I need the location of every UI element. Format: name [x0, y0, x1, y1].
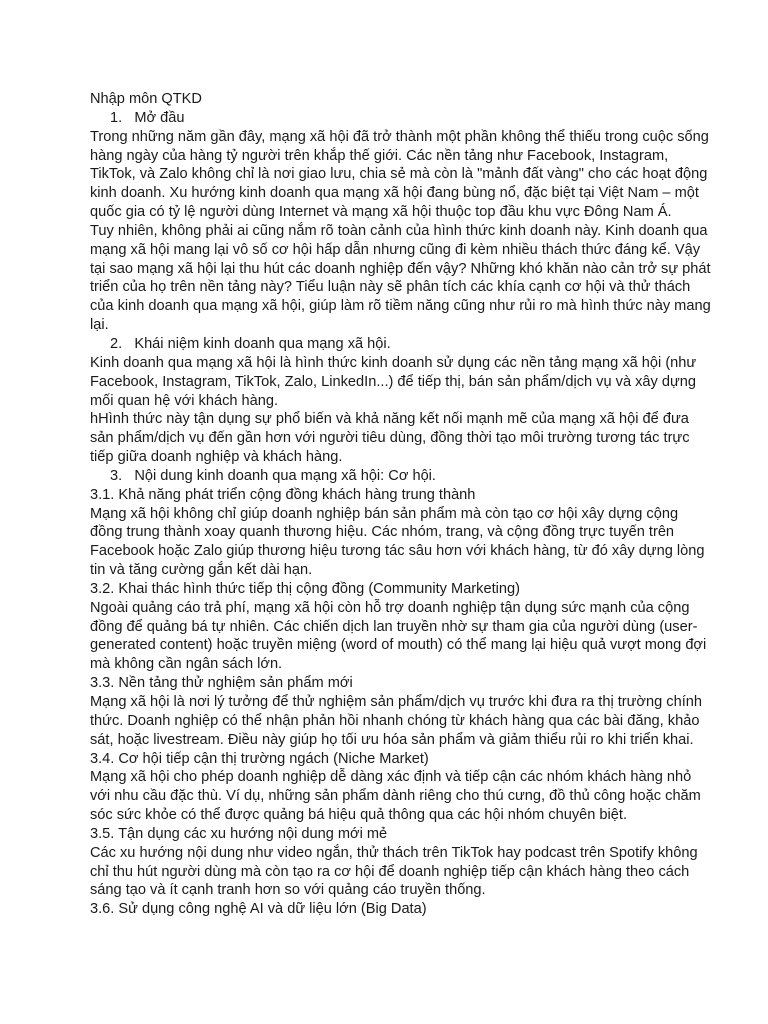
- text-line: tại sao mạng xã hội lại thu hút các doanh nghiệp đến vậy? Những khó khăn nào cản trở sự phát: [90, 260, 711, 277]
- text-line: Mạng xã hội không chỉ giúp doanh nghiệp bán sản phẩm mà còn tạo cơ hội xây dựng cộng: [90, 505, 679, 522]
- text-line: sát, hoặc livestream. Điều này giúp họ tối ưu hóa sản phẩm và giảm thiểu rủi ro khi triển khai.: [90, 731, 694, 748]
- text-line: với nhu cầu đặc thù. Ví dụ, những sản phẩm dành riêng cho thú cưng, đồ thủ công hoặc chăm: [90, 788, 701, 805]
- subsection-heading: 3.5. Tận dụng các xu hướng nội dung mới mẻ: [90, 825, 388, 842]
- text-line: Facebook, Instagram, TikTok, Zalo, LinkedIn...) để tiếp thị, bán sản phẩm/dịch vụ và xây dựng: [90, 373, 697, 390]
- text-line: hHình thức này tận dụng sự phổ biến và khả năng kết nối mạnh mẽ của mạng xã hội để đưa: [90, 411, 689, 428]
- text-line: tin và tăng cường gắn kết dài hạn.: [90, 562, 313, 579]
- text-line: sản phẩm/dịch vụ đến gần hơn với người tiêu dùng, đồng thời tạo môi trường tương tác trực: [90, 430, 690, 447]
- text-line: generated content) hoặc truyền miệng (word of mouth) có thể mang lại hiệu quả vượt mong đợi: [90, 637, 707, 654]
- text-line: quốc gia có tỷ lệ người dùng Internet và mạng xã hội thuộc top đầu khu vực Đông Nam Á.: [90, 204, 672, 221]
- text-line: sóc sức khỏe có thể được quảng bá hiệu quả thông qua các hội nhóm chuyên biệt.: [90, 807, 628, 824]
- text-line: TikTok, và Zalo không chỉ là nơi giao lưu, chia sẻ mà còn là "mảnh đất vàng" cho các hoạt động: [90, 166, 708, 183]
- text-line: của kinh doanh qua mạng xã hội, giúp làm rõ tiềm năng cũng như rủi ro mà hình thức này mang: [90, 298, 711, 315]
- text-line: kinh doanh. Xu hướng kinh doanh qua mạng xã hội đang bùng nổ, đặc biệt tại Việt Nam – một: [90, 185, 699, 202]
- text-line: Tuy nhiên, không phải ai cũng nắm rõ toàn cảnh của hình thức kinh doanh này. Kinh doanh qua: [90, 222, 708, 239]
- text-line: tiếp giữa doanh nghiệp và khách hàng.: [90, 449, 343, 466]
- document-body: [90, 90, 711, 919]
- text-line: Facebook hoặc Zalo giúp thương hiệu tương tác sâu hơn với khách hàng, từ đó xây dựng lòng: [90, 543, 705, 560]
- text-line: Ngoài quảng cáo trả phí, mạng xã hội còn hỗ trợ doanh nghiệp tận dụng sức mạnh của cộng: [90, 599, 690, 616]
- text-line: hàng ngày của hàng tỷ người trên khắp thế giới. Các nền tảng như Facebook, Instagram,: [90, 147, 669, 164]
- subsection-heading: 3.1. Khả năng phát triển cộng đồng khách hàng trung thành: [90, 486, 476, 503]
- text-line: Mạng xã hội là nơi lý tưởng để thử nghiệm sản phẩm/dịch vụ trước khi đưa ra thị trường chính: [90, 694, 702, 710]
- text-line: Kinh doanh qua mạng xã hội là hình thức kinh doanh sử dụng các nền tảng mạng xã hội (như: [90, 354, 697, 371]
- subsection-heading: 3.4. Cơ hội tiếp cận thị trường ngách (Niche Market): [90, 750, 429, 767]
- section-heading-1: 1. Mở đầu: [110, 109, 185, 126]
- text-line: thức. Doanh nghiệp có thể nhận phản hồi nhanh chóng từ khách hàng qua các bài đăng, khảo: [90, 712, 700, 729]
- section-heading-2: 2. Khái niệm kinh doanh qua mạng xã hội.: [110, 335, 391, 352]
- subsection-heading: 3.3. Nền tảng thử nghiệm sản phẩm mới: [90, 675, 353, 692]
- text-line: triển của họ trên nền tảng này? Tiểu luận này sẽ phân tích các khía cạnh cơ hội và thử thách: [90, 279, 691, 296]
- section-heading-3: 3. Nội dung kinh doanh qua mạng xã hội: Cơ hội.: [110, 467, 436, 484]
- text-line: đồng để quảng bá tự nhiên. Các chiến dịch lan truyền nhờ sự tham gia của người dùng (user-: [90, 618, 698, 635]
- text-line: Mạng xã hội cho phép doanh nghiệp dễ dàng xác định và tiếp cận các nhóm khách hàng nhỏ: [90, 769, 692, 786]
- subsection-heading: 3.2. Khai thác hình thức tiếp thị cộng đồng (Community Marketing): [90, 580, 520, 597]
- text-line: lại.: [90, 317, 109, 334]
- text-line: mà không cần ngân sách lớn.: [90, 656, 283, 673]
- text-line: Các xu hướng nội dung như video ngắn, thử thách trên TikTok hay podcast trên Spotify không: [90, 844, 698, 861]
- text-line: sáng tạo và ít cạnh tranh hơn so với quảng cáo truyền thống.: [90, 882, 486, 899]
- document-title: Nhập môn QTKD: [90, 91, 202, 107]
- subsection-heading: 3.6. Sử dụng công nghệ AI và dữ liệu lớn (Big Data): [90, 901, 427, 918]
- text-line: mối quan hệ với khách hàng.: [90, 392, 279, 409]
- text-line: mạng xã hội mang lại vô số cơ hội hấp dẫn nhưng cũng đi kèm nhiều thách thức đáng kể. Vậy: [90, 241, 700, 258]
- text-line: đồng trung thành xoay quanh thương hiệu. Các nhóm, trang, và cộng đồng trực tuyến trên: [90, 524, 675, 541]
- text-line: Trong những năm gần đây, mạng xã hội đã trở thành một phần không thể thiếu trong cuộc sống: [90, 128, 709, 145]
- text-line: chỉ thu hút người dùng mà còn tạo ra cơ hội để doanh nghiệp tiếp cận khách hàng theo cách: [90, 863, 690, 880]
